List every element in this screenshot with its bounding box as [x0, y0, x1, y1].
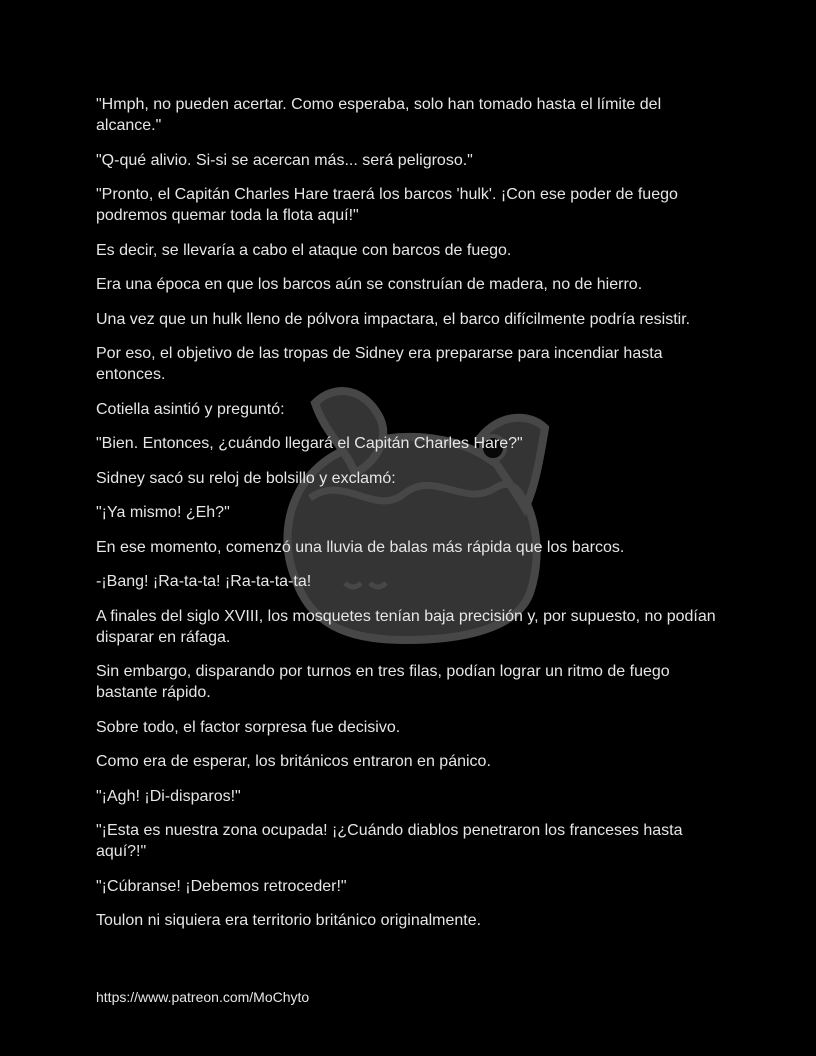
- paragraph: Toulon ni siquiera era territorio británico originalmente.: [96, 912, 482, 929]
- paragraph: "Bien. Entonces, ¿cuándo llegará el Capitán Charles Hare?": [96, 435, 523, 452]
- paragraph: Es decir, se llevaría a cabo el ataque con barcos de fuego.: [96, 241, 512, 259]
- patreon-link[interactable]: https://www.patreon.com/MoChyto: [96, 989, 310, 1005]
- paragraph: En ese momento, comenzó una lluvia de balas más rápida que los barcos.: [96, 538, 625, 556]
- document-body: [96, 94, 726, 945]
- paragraph: Como era de esperar, los británicos entraron en pánico.: [96, 753, 491, 770]
- paragraph: Una vez que un hulk lleno de pólvora impactara, el barco difícilmente podría resistir.: [96, 310, 691, 328]
- paragraph: A finales del siglo XVIII, los mosquetes tenían baja precisión y, por supuesto, no podían disparar en ráfaga.: [96, 607, 716, 646]
- paragraph: -¡Bang! ¡Ra-ta-ta! ¡Ra-ta-ta-ta!: [96, 573, 312, 590]
- paragraph: Sobre todo, el factor sorpresa fue decisivo.: [96, 718, 401, 736]
- paragraph: "¡Cúbranse! ¡Debemos retroceder!": [96, 877, 347, 895]
- paragraph: "¡Agh! ¡Di-disparos!": [96, 787, 241, 805]
- paragraph: "Pronto, el Capitán Charles Hare traerá los barcos 'hulk'. ¡Con ese poder de fuego podremos quemar toda la flota aquí!": [96, 186, 678, 224]
- paragraph: Sin embargo, disparando por turnos en tres filas, podían lograr un ritmo de fuego bastante rápido.: [96, 663, 670, 701]
- paragraph: Era una época en que los barcos aún se construían de madera, no de hierro.: [96, 276, 643, 293]
- paragraph: "¡Esta es nuestra zona ocupada! ¡¿Cuándo diablos penetraron los franceses hasta aquí?!": [96, 822, 683, 860]
- paragraph: "¡Ya mismo! ¿Eh?": [96, 504, 230, 521]
- paragraph: "Q-qué alivio. Si-si se acercan más... será peligroso.": [96, 151, 473, 169]
- paragraph: Cotiella asintió y preguntó:: [96, 400, 285, 418]
- paragraph: Sidney sacó su reloj de bolsillo y exclamó:: [96, 469, 396, 487]
- paragraph: Por eso, el objetivo de las tropas de Sidney era prepararse para incendiar hasta entonces.: [96, 345, 663, 383]
- paragraph: "Hmph, no pueden acertar. Como esperaba, solo han tomado hasta el límite del alcance.": [96, 96, 662, 134]
